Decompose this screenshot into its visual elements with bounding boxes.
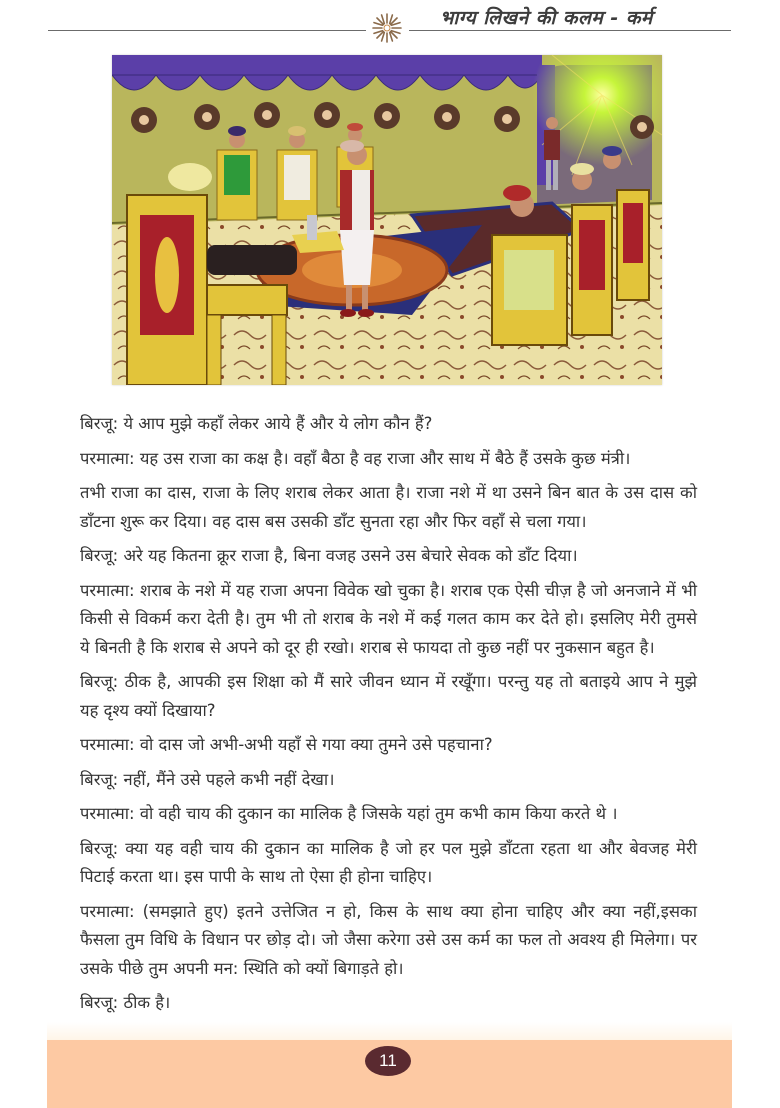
paragraph-birju-no: बिरजू: नहीं, मैंने उसे पहले कभी नहीं देखा। <box>80 769 335 789</box>
paragraph-paramatma-liquor: परमात्मा: शराब के नशे में यह राजा अपना विवेक खो चुका है। शराब एक ऐसी चीज़ है जो अनजाने में भी किसी से विकर्म करा देती है। तुम भी तो शराब के नशे में कई गलत काम कर देते हो। इसलिए मेरी तुमसे ये बिनती है कि शराब से अपने को दूर ही रखो। शराब से फायदा तो कुछ नहीं पर नुकसान बहुत है। <box>80 580 697 657</box>
footer-fade <box>47 1022 732 1040</box>
paragraph-birju-sinner: बिरजू: क्या यह वही चाय की दुकान का मालिक है जो हर पल मुझे डाँटता रहता था और बेवजह मेरी पिटाई करता था। इस पापी के साथ तो ऐसा ही होना चाहिए। <box>80 838 697 886</box>
header-rule-right <box>409 30 731 31</box>
header-rule-left <box>48 30 366 31</box>
paragraph-paramatma-shop-owner: परमात्मा: वो वही चाय की दुकान का मालिक है जिसके यहां तुम कभी काम किया करते थे । <box>80 804 618 823</box>
paragraph-paramatma-answer: परमात्मा: यह उस राजा का कक्ष है। वहाँ बैठा है वह राजा और साथ में बैठे हैं उसके कुछ मंत्री। <box>80 448 631 468</box>
paragraph-birju-okay: बिरजू: ठीक है। <box>80 993 171 1012</box>
sunflower-ornament-icon <box>372 13 402 43</box>
running-header-title: भाग्य लिखने की कलम - कर्म <box>440 7 653 29</box>
court-scene-illustration <box>112 55 662 385</box>
story-dialogue <box>80 410 697 1024</box>
page-number-badge: 11 <box>365 1046 411 1076</box>
paragraph-birju-question: बिरजू: ये आप मुझे कहाँ लेकर आये हैं और ये लोग कौन हैं? <box>80 414 433 433</box>
paragraph-birju-promise: बिरजू: ठीक है, आपकी इस शिक्षा को मैं सारे जीवन ध्यान में रखूँगा। परन्तु यह तो बताइये आप ने मुझे यह दृश्य क्यों दिखाया? <box>80 672 697 720</box>
paragraph-paramatma-karma: परमात्मा: (समझाते हुए) इतने उत्तेजित न हो, किस के साथ क्या होना चाहिए और क्या नहीं,इसका फैसला तुम विधि के विधान पर छोड़ दो। जो जैसा करेगा उसे उस कर्म का फल तो अवश्य ही मिलेगा। पर उसके पीछे तुम अपनी मन: स्थिति को क्यों बिगाड़ते हो। <box>80 901 697 978</box>
paragraph-paramatma-recognize: परमात्मा: वो दास जो अभी-अभी यहाँ से गया क्या तुमने उसे पहचाना? <box>80 735 493 754</box>
paragraph-birju-cruel-king: बिरजू: अरे यह कितना क्रूर राजा है, बिना वजह उसने उस बेचारे सेवक को डाँट दिया। <box>80 546 578 565</box>
paragraph-narration: तभी राजा का दास, राजा के लिए शराब लेकर आता है। राजा नशे में था उसने बिन बात के उस दास को डाँटना शुरू कर दिया। वह दास बस उसकी डाँट सुनता रहा और फिर वहाँ से चला गया। <box>80 483 697 531</box>
